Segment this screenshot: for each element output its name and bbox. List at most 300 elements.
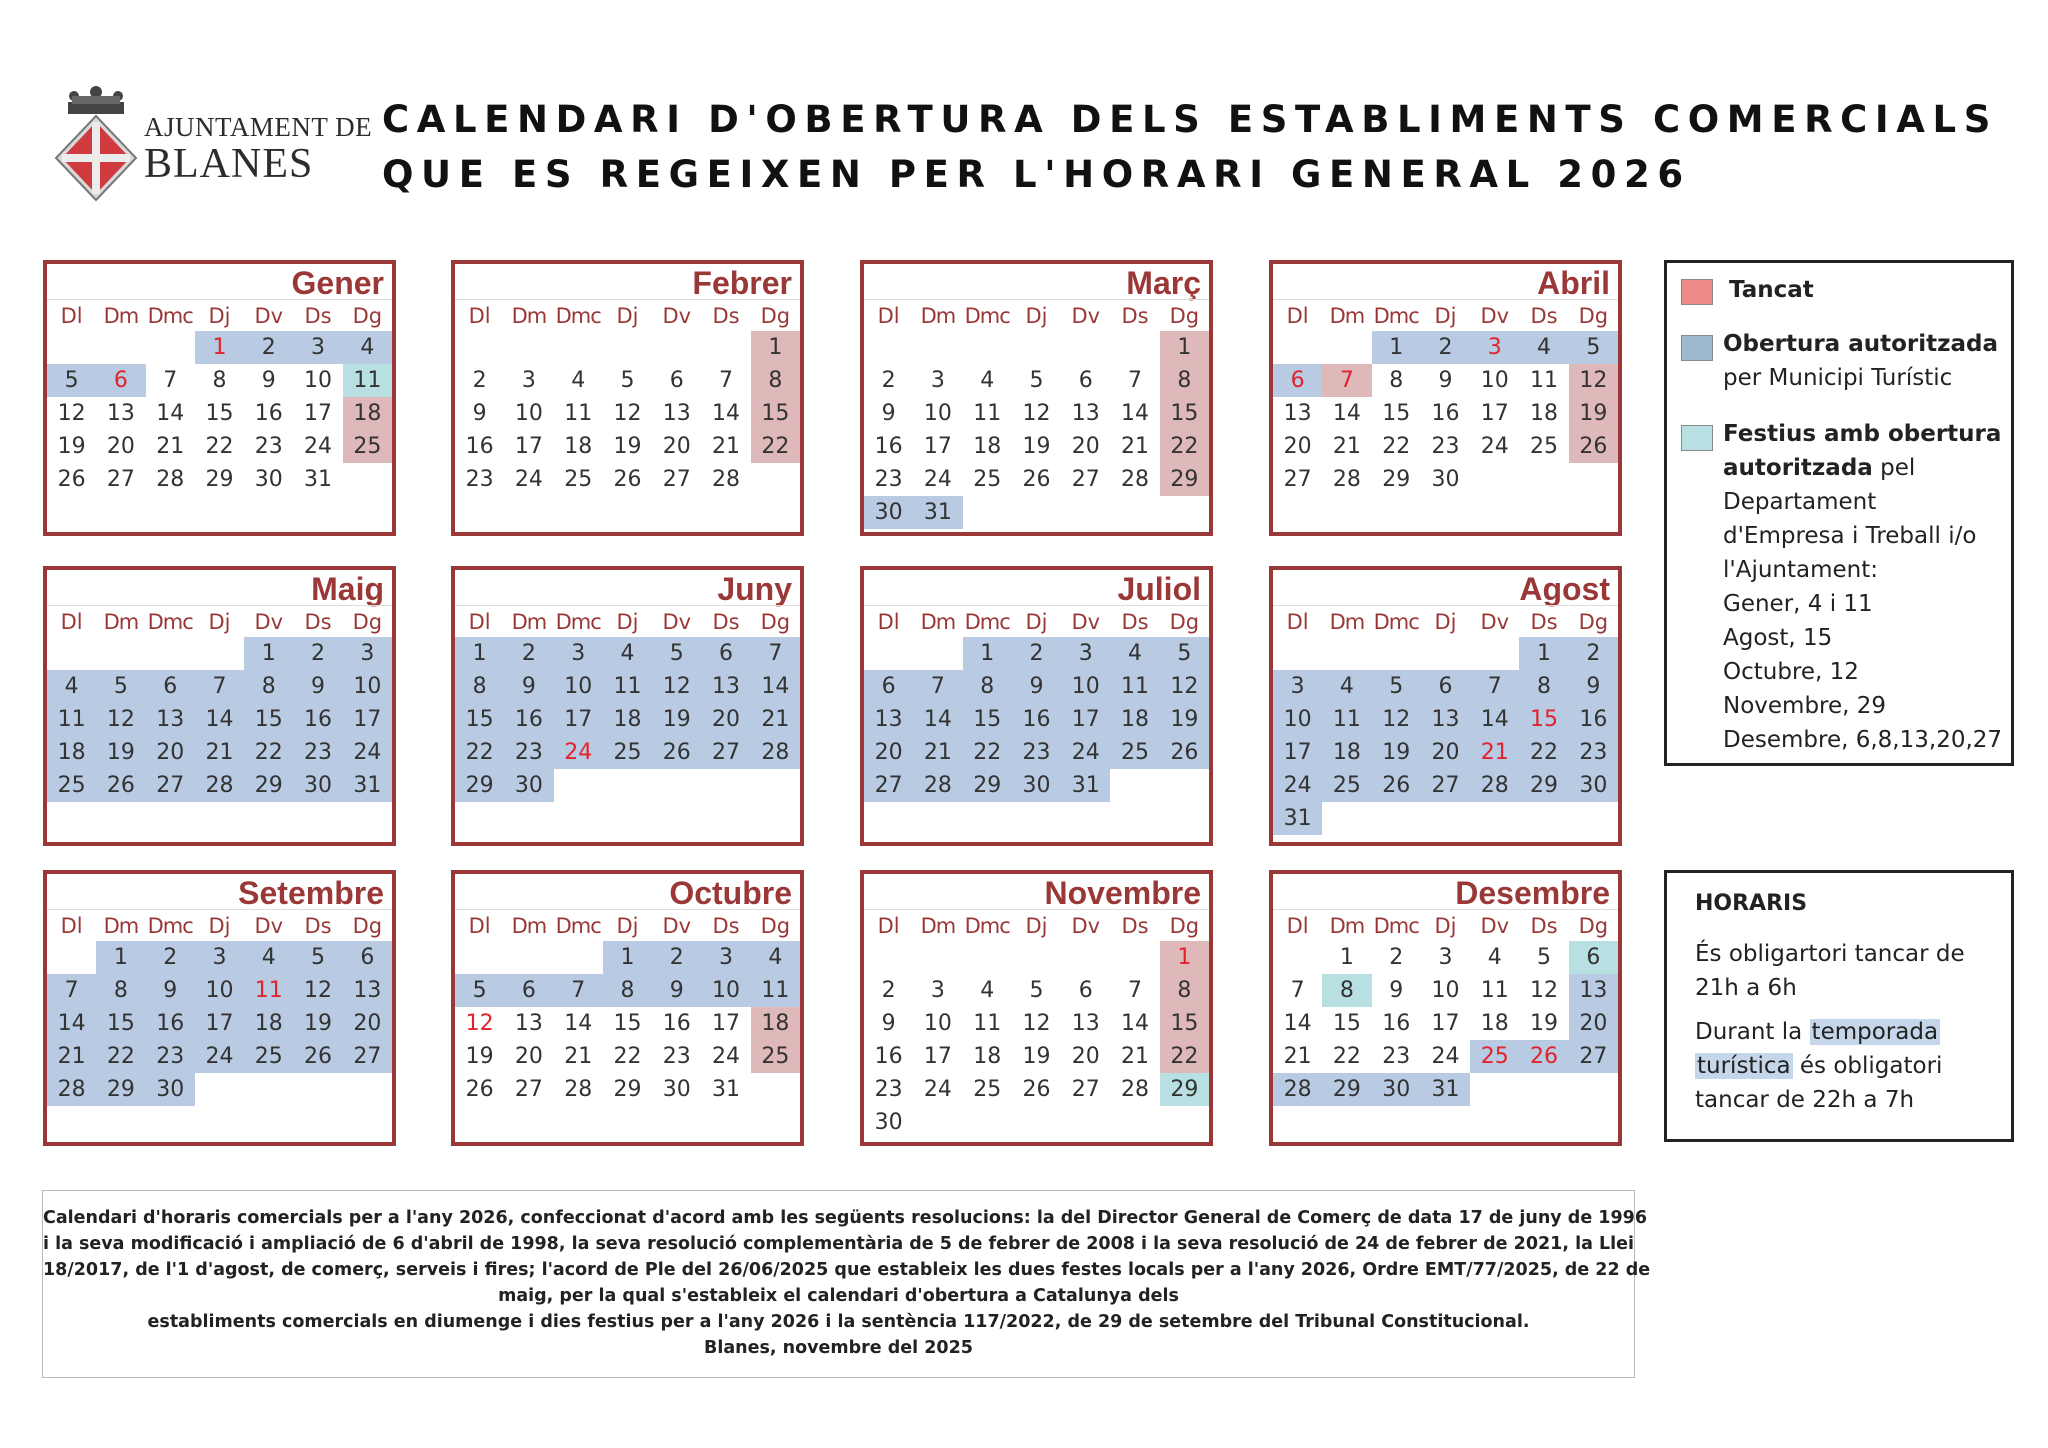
day-cell: 3 xyxy=(554,637,603,670)
month-abril xyxy=(1269,260,1622,536)
day-cell: 10 xyxy=(923,401,952,426)
day-cell: 5 xyxy=(1569,331,1618,364)
day-cell: 13 xyxy=(514,1011,543,1036)
day-cell: 7 xyxy=(1128,978,1143,1003)
day-cell: 29 xyxy=(205,467,234,492)
day-cell: 8 xyxy=(1160,364,1209,397)
empty-cell xyxy=(963,331,1012,364)
day-cell: 28 xyxy=(751,736,800,769)
day-cell: 27 xyxy=(106,467,135,492)
day-cell: 8 xyxy=(1160,974,1209,1007)
day-cell: 6 xyxy=(146,670,195,703)
day-cell: 6 xyxy=(1421,670,1470,703)
day-cell: 16 xyxy=(254,401,283,426)
day-cell: 5 xyxy=(1029,368,1044,393)
day-cell: 30 xyxy=(1431,467,1460,492)
day-cell: 23 xyxy=(1569,736,1618,769)
weekday-label: Dj xyxy=(1012,605,1061,637)
day-cell: 26 xyxy=(1569,430,1618,463)
day-cell: 3 xyxy=(293,331,342,364)
day-cell: 19 xyxy=(652,703,701,736)
day-cell: 4 xyxy=(751,941,800,974)
empty-cell xyxy=(1519,463,1568,496)
day-cell: 18 xyxy=(343,397,392,430)
day-cell: 22 xyxy=(1160,1040,1209,1073)
day-cell: 9 xyxy=(504,670,553,703)
footnote-line-4: establiments comercials en diumenge i dies festius per a l'any 2026 i la sentència 117/2022, de 29 de setembre del Tribunal Constitucional. xyxy=(147,1312,1530,1332)
day-cell: 20 xyxy=(146,736,195,769)
week-row xyxy=(47,736,392,769)
month-name: Gener xyxy=(291,265,384,301)
empty-cell xyxy=(195,1073,244,1106)
day-cell: 8 xyxy=(963,670,1012,703)
empty-cell xyxy=(554,941,603,974)
weekday-label: Ds xyxy=(1110,605,1159,637)
legend-festius-line: Gener, 4 i 11 xyxy=(1723,591,1873,617)
weekday-label: Dv xyxy=(1061,909,1110,941)
day-cell: 17 xyxy=(1061,703,1110,736)
weekday-label: Dj xyxy=(603,909,652,941)
empty-cell xyxy=(1160,769,1209,802)
weekday-label: Dl xyxy=(47,605,96,637)
day-cell: 20 xyxy=(343,1007,392,1040)
day-cell: 2 xyxy=(881,978,896,1003)
week-row xyxy=(455,637,800,670)
day-cell: 4 xyxy=(980,368,995,393)
empty-cell xyxy=(1110,941,1159,974)
legend-tancat: Tancat xyxy=(1729,277,1814,303)
month-name: Desembre xyxy=(1455,875,1610,911)
week-row xyxy=(864,331,1209,364)
day-cell: 4 xyxy=(1487,945,1502,970)
week-row xyxy=(455,1073,800,1106)
day-cell: 11 xyxy=(47,703,96,736)
week-row xyxy=(47,1040,392,1073)
empty-cell xyxy=(455,331,504,364)
day-cell: 13 xyxy=(343,974,392,1007)
day-cell: 29 xyxy=(1160,1073,1209,1106)
day-cell: 20 xyxy=(1283,434,1312,459)
empty-cell xyxy=(963,496,1012,529)
day-cell: 31 xyxy=(913,496,962,529)
empty-cell xyxy=(1273,637,1322,670)
day-cell: 7 xyxy=(719,368,734,393)
weekday-label: Dl xyxy=(455,605,504,637)
day-cell: 8 xyxy=(244,670,293,703)
day-cell: 20 xyxy=(1071,434,1100,459)
month-name: Febrer xyxy=(692,265,792,301)
week-row xyxy=(455,974,800,1007)
day-cell: 2 xyxy=(146,941,195,974)
weekday-label: Dv xyxy=(1061,299,1110,331)
day-cell: 2 xyxy=(1421,331,1470,364)
day-cell: 23 xyxy=(874,1077,903,1102)
day-cell: 31 xyxy=(343,769,392,802)
day-cell: 3 xyxy=(195,941,244,974)
weekday-label: Ds xyxy=(1519,605,1568,637)
day-cell: 24 xyxy=(1480,434,1509,459)
empty-cell xyxy=(1160,1106,1209,1139)
day-cell: 15 xyxy=(1160,397,1209,430)
day-cell: 16 xyxy=(146,1007,195,1040)
day-cell: 15 xyxy=(205,401,234,426)
empty-cell xyxy=(293,1073,342,1106)
day-cell: 30 xyxy=(874,1110,903,1135)
logo-line2: BLANES xyxy=(144,141,314,187)
week-row xyxy=(47,941,392,974)
weekday-label: Dl xyxy=(1273,299,1322,331)
day-cell: 2 xyxy=(472,368,487,393)
day-cell: 27 xyxy=(1569,1040,1618,1073)
weekday-label: Dg xyxy=(343,299,392,331)
weekday-label: Ds xyxy=(1519,299,1568,331)
logo-line1: AJUNTAMENT DE xyxy=(144,112,373,142)
day-cell: 18 xyxy=(751,1007,800,1040)
day-cell: 10 xyxy=(514,401,543,426)
day-cell: 19 xyxy=(465,1044,494,1069)
month-name: Agost xyxy=(1519,571,1610,607)
weekday-label: Dl xyxy=(1273,909,1322,941)
legend-swatch-festius xyxy=(1681,425,1713,451)
day-cell: 21 xyxy=(156,434,185,459)
empty-cell xyxy=(504,331,553,364)
legend-festius-line: Departament xyxy=(1723,489,1877,515)
day-cell: 12 xyxy=(652,670,701,703)
day-cell: 1 xyxy=(1519,637,1568,670)
day-cell: 27 xyxy=(343,1040,392,1073)
day-cell: 5 xyxy=(1372,670,1421,703)
weekday-label: Dj xyxy=(1012,299,1061,331)
weekday-label: Dm xyxy=(504,299,553,331)
empty-cell xyxy=(1470,637,1519,670)
day-cell: 12 xyxy=(1022,1011,1051,1036)
week-row xyxy=(864,364,1209,397)
day-cell: 6 xyxy=(504,974,553,1007)
day-cell: 9 xyxy=(293,670,342,703)
day-cell: 19 xyxy=(1372,736,1421,769)
day-cell: 15 xyxy=(613,1011,642,1036)
day-cell: 4 xyxy=(343,331,392,364)
day-cell: 9 xyxy=(1569,670,1618,703)
empty-cell xyxy=(751,463,800,496)
day-cell: 5 xyxy=(47,364,96,397)
day-cell: 26 xyxy=(465,1077,494,1102)
day-cell: 9 xyxy=(881,1011,896,1036)
weekday-label: Dg xyxy=(751,299,800,331)
day-cell: 19 xyxy=(1160,703,1209,736)
day-cell: 22 xyxy=(751,430,800,463)
day-cell: 29 xyxy=(613,1077,642,1102)
week-row xyxy=(1273,769,1618,802)
day-cell: 7 xyxy=(1290,978,1305,1003)
day-cell: 21 xyxy=(1332,434,1361,459)
empty-cell xyxy=(455,941,504,974)
empty-cell xyxy=(864,941,913,974)
empty-cell xyxy=(1470,1073,1519,1106)
week-row xyxy=(1273,703,1618,736)
day-cell: 4 xyxy=(244,941,293,974)
day-cell: 18 xyxy=(1110,703,1159,736)
day-cell: 21 xyxy=(1121,434,1150,459)
day-cell: 6 xyxy=(864,670,913,703)
day-cell: 30 xyxy=(864,496,913,529)
week-row xyxy=(47,637,392,670)
weekday-label: Dl xyxy=(864,909,913,941)
empty-cell xyxy=(1110,331,1159,364)
day-cell: 5 xyxy=(96,670,145,703)
empty-cell xyxy=(1569,802,1618,835)
day-cell: 3 xyxy=(701,941,750,974)
day-cell: 25 xyxy=(1322,769,1371,802)
day-cell: 26 xyxy=(613,467,642,492)
week-row xyxy=(47,1007,392,1040)
day-cell: 28 xyxy=(712,467,741,492)
day-cell: 9 xyxy=(1438,368,1453,393)
empty-cell xyxy=(1012,941,1061,974)
day-cell: 21 xyxy=(1121,1044,1150,1069)
empty-cell xyxy=(554,769,603,802)
footnote-line-3: maig, per la qual s'estableix el calendari d'obertura a Catalunya dels xyxy=(498,1286,1179,1306)
empty-cell xyxy=(864,637,913,670)
weekday-label: Dg xyxy=(343,909,392,941)
week-row xyxy=(47,364,392,397)
weekday-label: Dmc xyxy=(1372,299,1421,331)
weekday-label: Dv xyxy=(652,605,701,637)
day-cell: 10 xyxy=(923,1011,952,1036)
empty-cell xyxy=(1322,802,1371,835)
week-row xyxy=(1273,1007,1618,1040)
empty-cell xyxy=(1569,463,1618,496)
day-cell: 16 xyxy=(1382,1011,1411,1036)
day-cell: 29 xyxy=(244,769,293,802)
day-cell: 1 xyxy=(195,331,244,364)
day-cell: 8 xyxy=(96,974,145,1007)
weekday-label: Dv xyxy=(244,605,293,637)
day-cell: 25 xyxy=(343,430,392,463)
weekday-label: Ds xyxy=(293,299,342,331)
empty-cell xyxy=(603,331,652,364)
day-cell: 30 xyxy=(254,467,283,492)
day-cell: 10 xyxy=(304,368,333,393)
day-cell: 22 xyxy=(244,736,293,769)
weekday-label: Dv xyxy=(244,909,293,941)
weekday-label: Dj xyxy=(1012,909,1061,941)
day-cell: 12 xyxy=(1160,670,1209,703)
week-row xyxy=(1273,1040,1618,1073)
empty-cell xyxy=(1273,331,1322,364)
day-cell: 23 xyxy=(465,467,494,492)
day-cell: 2 xyxy=(881,368,896,393)
week-row xyxy=(455,703,800,736)
day-cell: 12 xyxy=(57,401,86,426)
legend-festius-line: d'Empresa i Treball i/o xyxy=(1723,523,1977,549)
week-row xyxy=(1273,736,1618,769)
day-cell: 19 xyxy=(1022,1044,1051,1069)
month-name: Abril xyxy=(1537,265,1610,301)
week-row xyxy=(455,1040,800,1073)
empty-cell xyxy=(244,1073,293,1106)
weekday-label: Dm xyxy=(1322,605,1371,637)
day-cell: 11 xyxy=(751,974,800,1007)
empty-cell xyxy=(146,637,195,670)
day-cell: 15 xyxy=(751,397,800,430)
empty-cell xyxy=(652,331,701,364)
day-cell: 9 xyxy=(652,974,701,1007)
week-row xyxy=(455,331,800,364)
day-cell: 16 xyxy=(1569,703,1618,736)
day-cell: 22 xyxy=(1160,430,1209,463)
empty-cell xyxy=(913,637,962,670)
empty-cell xyxy=(195,637,244,670)
week-row xyxy=(47,769,392,802)
day-cell: 18 xyxy=(564,434,593,459)
empty-cell xyxy=(1519,1073,1568,1106)
day-cell: 2 xyxy=(293,637,342,670)
day-cell: 14 xyxy=(751,670,800,703)
day-cell: 19 xyxy=(293,1007,342,1040)
weekday-label: Dl xyxy=(47,299,96,331)
weekday-label: Dg xyxy=(751,909,800,941)
week-row xyxy=(47,703,392,736)
weekday-label: Dv xyxy=(652,299,701,331)
legend-festius-line: Agost, 15 xyxy=(1723,625,1833,651)
weekday-label: Dv xyxy=(244,299,293,331)
day-cell: 5 xyxy=(455,974,504,1007)
day-cell: 20 xyxy=(1421,736,1470,769)
day-cell: 30 xyxy=(504,769,553,802)
day-cell: 23 xyxy=(1382,1044,1411,1069)
day-cell: 22 xyxy=(963,736,1012,769)
day-cell: 19 xyxy=(1569,397,1618,430)
week-row xyxy=(864,1007,1209,1040)
day-cell: 12 xyxy=(1530,978,1559,1003)
day-cell: 22 xyxy=(455,736,504,769)
weekday-label: Dj xyxy=(603,605,652,637)
week-row xyxy=(47,463,392,496)
day-cell: 7 xyxy=(47,974,96,1007)
day-cell: 23 xyxy=(254,434,283,459)
day-cell: 10 xyxy=(1273,703,1322,736)
day-cell: 17 xyxy=(554,703,603,736)
month-gener xyxy=(43,260,396,536)
empty-cell xyxy=(1470,463,1519,496)
day-cell: 4 xyxy=(1322,670,1371,703)
day-cell: 18 xyxy=(1322,736,1371,769)
weekday-label: Dm xyxy=(504,605,553,637)
day-cell: 16 xyxy=(293,703,342,736)
day-cell: 28 xyxy=(1332,467,1361,492)
day-cell: 29 xyxy=(1382,467,1411,492)
week-row xyxy=(455,670,800,703)
day-cell: 17 xyxy=(712,1011,741,1036)
weekday-header xyxy=(47,299,392,331)
day-cell: 11 xyxy=(343,364,392,397)
day-cell: 16 xyxy=(874,1044,903,1069)
legend-festius: Festius amb obertura xyxy=(1723,421,2002,447)
week-row xyxy=(1273,974,1618,1007)
week-row xyxy=(1273,802,1618,835)
month-setembre xyxy=(43,870,396,1146)
logo xyxy=(52,86,373,216)
horaris-p2-line3: tancar de 22h a 7h xyxy=(1695,1087,1915,1113)
day-cell: 31 xyxy=(304,467,333,492)
day-cell: 13 xyxy=(1071,1011,1100,1036)
day-cell: 28 xyxy=(156,467,185,492)
empty-cell xyxy=(751,769,800,802)
page-title-line1: CALENDARI D'OBERTURA DELS ESTABLIMENTS COMERCIALS xyxy=(382,98,1998,141)
empty-cell xyxy=(47,637,96,670)
empty-cell xyxy=(1421,637,1470,670)
footnote-line-2: 18/2017, de l'1 d'agost, de comerç, serveis i fires; l'acord de Ple del 26/06/2025 que estableix les dues festes locals per a l'any 2026, Ordre EMT/77/2025, de 22 de xyxy=(43,1260,1651,1280)
day-cell: 10 xyxy=(195,974,244,1007)
horaris-highlight-1: temporada xyxy=(1811,1019,1939,1045)
day-cell: 18 xyxy=(1530,401,1559,426)
day-cell: 30 xyxy=(662,1077,691,1102)
day-cell: 17 xyxy=(195,1007,244,1040)
day-cell: 28 xyxy=(1121,1077,1150,1102)
day-cell: 8 xyxy=(1389,368,1404,393)
day-cell: 28 xyxy=(564,1077,593,1102)
day-cell: 18 xyxy=(244,1007,293,1040)
day-cell: 6 xyxy=(669,368,684,393)
day-cell: 27 xyxy=(662,467,691,492)
week-row xyxy=(864,463,1209,496)
day-cell: 12 xyxy=(613,401,642,426)
day-cell: 10 xyxy=(343,670,392,703)
day-cell: 2 xyxy=(1012,637,1061,670)
day-cell: 7 xyxy=(1322,364,1371,397)
weekday-label: Dl xyxy=(864,299,913,331)
empty-cell xyxy=(963,941,1012,974)
horaris-p1-line1: És obligartori tancar de xyxy=(1695,941,1965,967)
day-cell: 21 xyxy=(47,1040,96,1073)
day-cell: 25 xyxy=(751,1040,800,1073)
empty-cell xyxy=(1012,331,1061,364)
week-row xyxy=(864,1073,1209,1106)
day-cell: 17 xyxy=(514,434,543,459)
weekday-label: Dj xyxy=(603,299,652,331)
day-cell: 17 xyxy=(1431,1011,1460,1036)
weekday-label: Dmc xyxy=(554,299,603,331)
day-cell: 17 xyxy=(1273,736,1322,769)
week-row xyxy=(864,1106,1209,1139)
day-cell: 18 xyxy=(47,736,96,769)
empty-cell xyxy=(1061,331,1110,364)
weekday-label: Dg xyxy=(343,605,392,637)
week-row xyxy=(455,364,800,397)
day-cell: 22 xyxy=(613,1044,642,1069)
week-row xyxy=(47,1073,392,1106)
day-cell: 1 xyxy=(96,941,145,974)
weekday-label: Dm xyxy=(1322,909,1371,941)
weekday-label: Dg xyxy=(1569,909,1618,941)
weekday-label: Dv xyxy=(1470,299,1519,331)
day-cell: 27 xyxy=(1283,467,1312,492)
day-cell: 25 xyxy=(973,467,1002,492)
empty-cell xyxy=(1110,769,1159,802)
day-cell: 7 xyxy=(554,974,603,1007)
day-cell: 1 xyxy=(1160,331,1209,364)
weekday-label: Dj xyxy=(195,299,244,331)
day-cell: 28 xyxy=(913,769,962,802)
day-cell: 10 xyxy=(701,974,750,1007)
empty-cell xyxy=(96,331,145,364)
weekday-label: Dg xyxy=(1569,605,1618,637)
day-cell: 17 xyxy=(923,434,952,459)
day-cell: 28 xyxy=(1121,467,1150,492)
day-cell: 10 xyxy=(554,670,603,703)
day-cell: 27 xyxy=(1071,1077,1100,1102)
